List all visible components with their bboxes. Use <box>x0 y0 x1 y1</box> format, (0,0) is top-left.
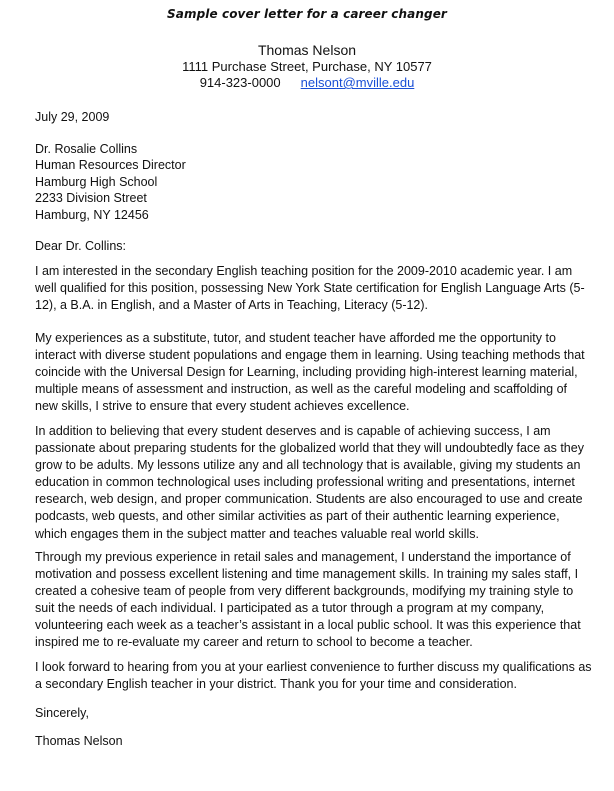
letter-date: July 29, 2009 <box>35 110 110 124</box>
paragraph-line: created a cohesive team of people from very different backgrounds, modifying my training style to <box>35 584 574 599</box>
paragraph-line: inspired me to re-evaluate my career and return to school to become a teacher. <box>35 635 473 650</box>
sender-address: 1111 Purchase Street, Purchase, NY 10577 <box>182 59 432 74</box>
paragraph-line: education in common technological uses including professional writing and presentations, internet <box>35 475 575 490</box>
paragraph-line: I am interested in the secondary English teaching position for the 2009-2010 academic year. I am <box>35 264 573 278</box>
paragraph-line: well qualified for this position, possessing New York State certification for English Language Arts (5- <box>35 281 585 296</box>
document-title: Sample cover letter for a career changer <box>167 7 447 21</box>
sender-name: Thomas Nelson <box>257 42 357 58</box>
paragraph-line: new skills, I strive to ensure that every student achieves excellence. <box>35 399 410 414</box>
recipient-address-block <box>35 141 591 223</box>
paragraph-1 <box>35 263 591 314</box>
paragraph-line: passionate about preparing students for the globalized world that they will undoubtedly face as they <box>35 441 584 456</box>
paragraph-2 <box>35 330 591 415</box>
paragraph-line: Through my previous experience in retail sales and management, I understand the importance of <box>35 550 571 564</box>
paragraph-line: coincide with the Universal Design for Learning, including providing high-interest learning material, <box>35 365 578 380</box>
paragraph-line: 12), a B.A. in English, and a Master of Arts in Teaching, Literacy (5-12). <box>35 298 429 313</box>
paragraph-line: multiple means of assessment and instruction, as well as the careful modeling and scaffolding of <box>35 382 568 397</box>
paragraph-line: podcasts, web quests, and other similar activities as part of their authentic learning experience, <box>35 509 560 524</box>
sender-email-link[interactable]: nelsont@mville.edu <box>300 75 415 90</box>
sender-header <box>0 42 614 91</box>
sender-phone: 914-323-0000 <box>199 75 281 90</box>
paragraph-line: grow to be adults. My lessons utilize any and all technology that is available, giving my students an <box>35 458 581 473</box>
salutation: Dear Dr. Collins: <box>35 239 126 253</box>
paragraph-line: research, web design, and proper communication. Students are also encouraged to use and create <box>35 492 583 507</box>
signature-name: Thomas Nelson <box>35 734 123 748</box>
closing: Sincerely, <box>35 706 89 720</box>
recipient-title: Human Resources Director <box>35 158 186 173</box>
paragraph-line: motivation and possess excellent listening and time management skills. In training my sales staff, I <box>35 567 579 582</box>
paragraph-line: In addition to believing that every student deserves and is capable of achieving success, I am <box>35 424 551 438</box>
paragraph-line: suit the needs of each individual. I participated as a tutor through a program at my company, <box>35 601 545 616</box>
paragraph-line: My experiences as a substitute, tutor, and student teacher have afforded me the opportunity to <box>35 331 556 345</box>
paragraph-line: interact with diverse student populations and engage them in learning. Using teaching methods that <box>35 348 585 363</box>
paragraph-4 <box>35 549 591 652</box>
paragraph-5 <box>35 659 591 693</box>
recipient-city: Hamburg, NY 12456 <box>35 207 149 222</box>
paragraph-3 <box>35 423 591 543</box>
paragraph-line: I look forward to hearing from you at your earliest convenience to further discuss my qualifications as <box>35 660 592 674</box>
sender-contact <box>0 75 614 91</box>
paragraph-line: a secondary English teacher in your district. Thank you for your time and consideration. <box>35 677 517 692</box>
recipient-organization: Hamburg High School <box>35 174 158 189</box>
recipient-street: 2233 Division Street <box>35 191 147 206</box>
recipient-name: Dr. Rosalie Collins <box>35 142 138 156</box>
paragraph-line: which engages them in the subject matter and teaches valuable real world skills. <box>35 526 479 541</box>
paragraph-line: volunteering each week as a teacher’s assistant in a local public school. It was this experience that <box>35 618 581 633</box>
